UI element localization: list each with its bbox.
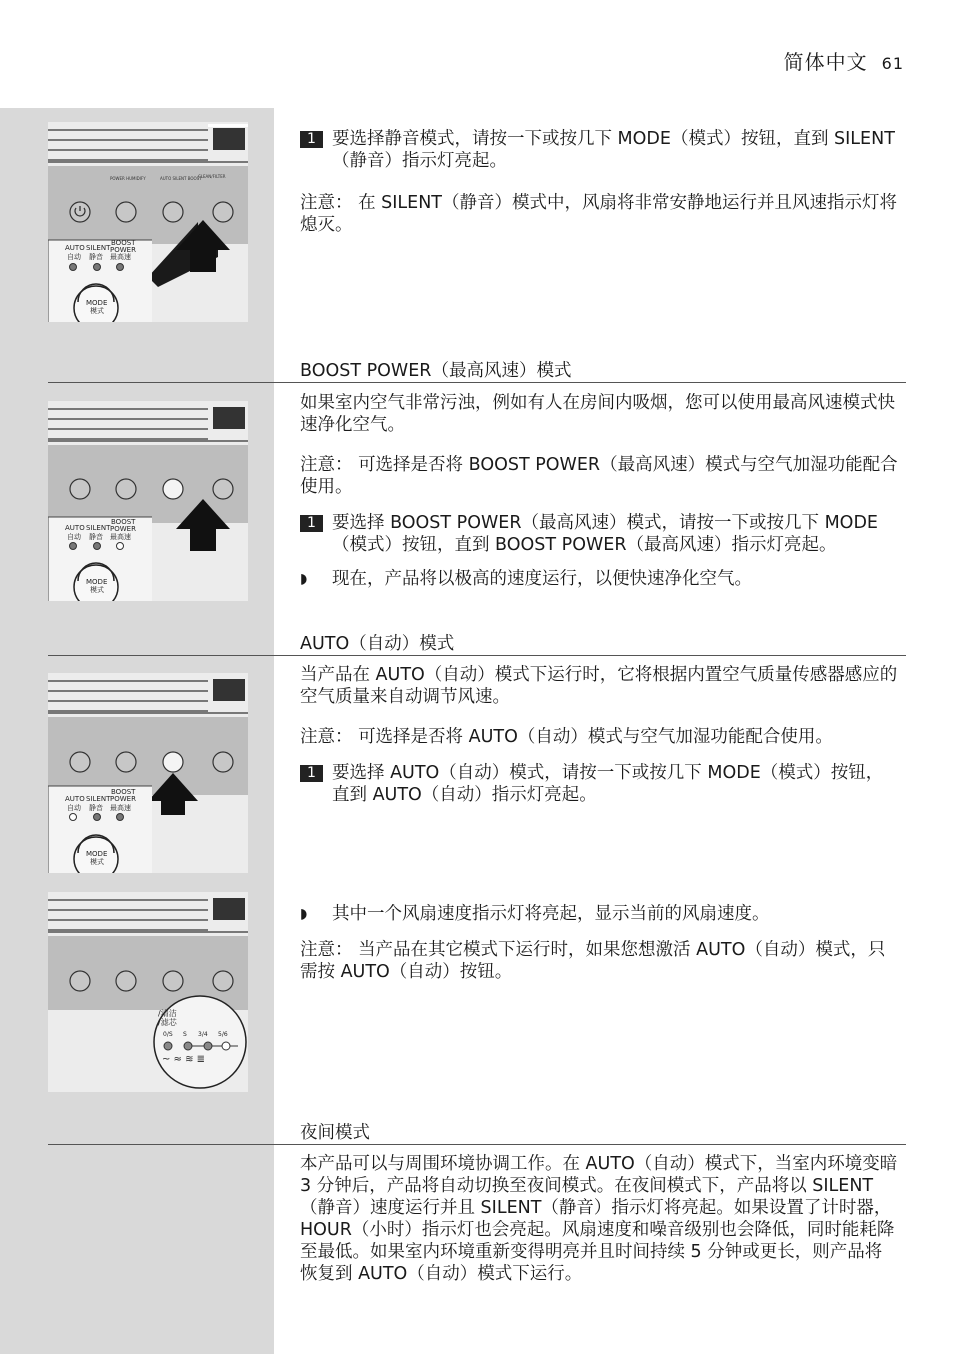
panel-silent-label: SILENT (86, 244, 111, 252)
panel-boost-label: BOOST (111, 788, 136, 796)
panel-boost-cn: 最高速 (110, 253, 131, 261)
panel-boost-cn: 最高速 (110, 804, 131, 812)
panel-boost-label: BOOST (111, 518, 136, 526)
illustration-auto (48, 673, 248, 873)
panel-boost-label: BOOST (111, 239, 136, 247)
auto-section (300, 664, 900, 818)
silent-note: 注意： 在 SILENT（静音）模式中，风扇将非常安静地运行并且风速指示灯将熄灭。 (300, 193, 897, 235)
panel-mode-cn: 模式 (90, 858, 104, 866)
page-header (784, 46, 904, 75)
boost-step-1: 1 要选择 BOOST POWER（最高风速）模式，请按一下或按几下 MODE（模式）按钮，直到 BOOST POWER（最高风速）指示灯亮起。 (300, 512, 900, 556)
panel-power-label: POWER (110, 795, 136, 803)
auto-note: 注意： 可选择是否将 AUTO（自动）模式与空气加湿功能配合使用。 (300, 727, 833, 747)
illustration-boost (48, 401, 248, 601)
filter-cn-label: /滤芯 (158, 1018, 177, 1027)
boost-divider (48, 382, 906, 383)
step-number-badge: 1 (300, 765, 323, 782)
panel-auto-cn: 自动 (67, 253, 81, 261)
boost-intro: 如果室内空气非常污浊，例如有人在房间内吸烟，您可以使用最高风速模式快速净化空气。 (300, 393, 895, 435)
panel-silent-label: SILENT (86, 795, 111, 803)
filter-label: /清洁 (158, 1009, 177, 1018)
auto-step-1: 1 要选择 AUTO（自动）模式，请按一下或按几下 MODE（模式）按钮，直到 AUTO（自动）指示灯亮起。 (300, 762, 900, 806)
panel-auto-label: AUTO (65, 244, 85, 252)
panel-boost-cn: 最高速 (110, 533, 131, 541)
fan-note: 注意： 当产品在其它模式下运行时，如果您想激活 AUTO（自动）模式，只需按 AUTO（自动）按钮。 (300, 940, 886, 982)
boost-bullet: ◗ 现在，产品将以极高的速度运行，以便快速净化空气。 (300, 569, 752, 589)
panel-auto-cn: 自动 (67, 804, 81, 812)
auto-intro: 当产品在 AUTO（自动）模式下运行时，它将根据内置空气质量传感器感应的空气质量来自动调节风速。 (300, 665, 898, 707)
panel-silent-label: SILENT (86, 524, 111, 532)
night-body: 本产品可以与周围环境协调工作。在 AUTO（自动）模式下，当室内环境变暗 3 分钟后，产品将自动切换至夜间模式。在夜间模式下，产品将以 SILENT（静音）速度运行并且 SILENT（静音）指示灯将亮起。如果设置了计时器，HOUR（小时）指示灯也会亮起。风扇速度和噪音级别也会降低，同时能耗降至最低。如果室内环境重新变得明亮并且时间持续 5 分钟或更长，则产品将恢复到 AUTO（自动）模式下运行。 (300, 1154, 898, 1284)
boost-heading: BOOST POWER（最高风速）模式 (300, 361, 572, 381)
bullet-icon: ◗ (300, 571, 308, 587)
panel-mode-label: MODE (86, 850, 108, 858)
panel-power-label: POWER (110, 525, 136, 533)
airflow-icons: ~ ≈ ≋ ≣ (162, 1054, 206, 1065)
step-number-badge: 1 (300, 131, 323, 148)
panel-auto-label: AUTO (65, 524, 85, 532)
speed-label-3: 3/4 (198, 1031, 208, 1038)
svg-text:POWER HUMIDIFY: POWER HUMIDIFY (110, 176, 146, 181)
speed-label-1: 0/S (163, 1031, 173, 1038)
panel-silent-cn: 静音 (89, 533, 103, 541)
panel-mode-cn: 模式 (90, 307, 104, 315)
boost-section (300, 392, 900, 602)
illustration-silent (48, 122, 248, 322)
step-number-badge: 1 (300, 515, 323, 532)
silent-step-1: 1 要选择静音模式，请按一下或按几下 MODE（模式）按钮，直到 SILENT（静音）指示灯亮起。 (300, 128, 900, 172)
boost-note: 注意： 可选择是否将 BOOST POWER（最高风速）模式与空气加湿功能配合使用。 (300, 455, 898, 497)
night-heading: 夜间模式 (300, 1123, 370, 1143)
page-number: 61 (881, 54, 904, 73)
fan-section (300, 903, 900, 995)
speed-label-2: S (183, 1031, 187, 1038)
speed-label-4: 5/6 (218, 1031, 228, 1038)
panel-auto-cn: 自动 (67, 533, 81, 541)
auto-divider (48, 655, 906, 656)
svg-text:CLEAN/FILTER: CLEAN/FILTER (198, 174, 226, 179)
panel-auto-label: AUTO (65, 795, 85, 803)
night-section (300, 1153, 898, 1297)
panel-mode-label: MODE (86, 578, 108, 586)
panel-silent-cn: 静音 (89, 253, 103, 261)
panel-mode-label: MODE (86, 299, 108, 307)
language-label: 简体中文 (783, 50, 868, 74)
panel-power-label: POWER (110, 246, 136, 254)
auto-heading: AUTO（自动）模式 (300, 634, 455, 654)
svg-text:AUTO SILENT BOOST: AUTO SILENT BOOST (160, 176, 202, 181)
illustration-fan-speed (48, 892, 248, 1092)
bullet-icon: ◗ (300, 906, 308, 922)
silent-section (300, 128, 900, 248)
panel-silent-cn: 静音 (89, 804, 103, 812)
night-divider (48, 1144, 906, 1145)
panel-mode-cn: 模式 (90, 586, 104, 594)
fan-bullet: ◗ 其中一个风扇速度指示灯将亮起，显示当前的风扇速度。 (300, 904, 770, 924)
